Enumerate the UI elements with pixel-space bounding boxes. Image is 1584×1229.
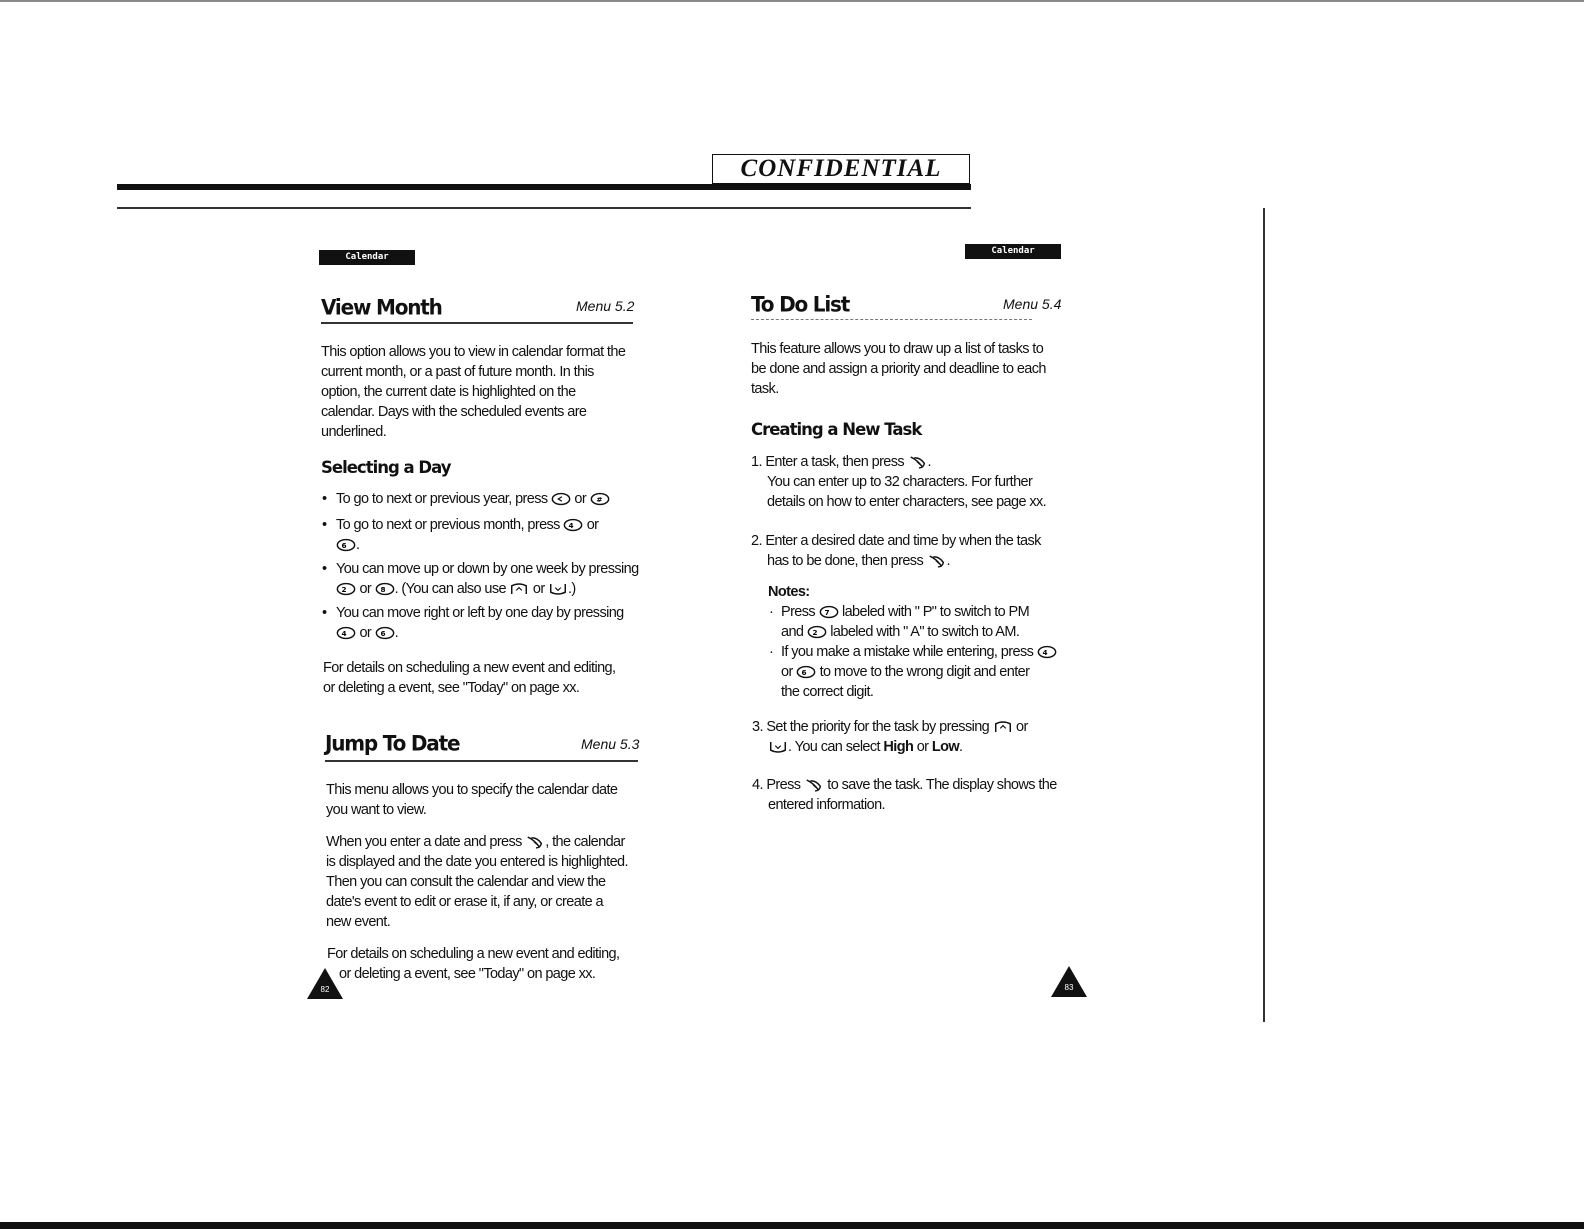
right-section-tab: Calendar — [965, 244, 1061, 259]
header-thin-rule — [117, 207, 971, 209]
text-line: current month, or a past of future month. In this — [321, 364, 594, 380]
text-line: 3. Set the priority for the task by pressing or — [752, 719, 1028, 735]
text-line: This option allows you to view in calendar format the — [321, 344, 626, 360]
todo-list-menu-ref: Menu 5.4 — [1003, 296, 1062, 312]
left-key-icon — [551, 492, 571, 506]
down-key-icon — [548, 582, 568, 596]
key-4-icon — [1037, 645, 1057, 659]
up-key-icon — [509, 582, 529, 596]
jump-to-date-intro — [326, 780, 656, 820]
jump-to-date-menu-ref: Menu 5.3 — [581, 736, 640, 752]
svg-text:2: 2 — [341, 585, 346, 595]
jump-to-date-title: Jump To Date — [325, 730, 460, 756]
top-edge-rule — [0, 0, 1584, 2]
bullet-icon: · — [769, 604, 774, 620]
key-2-icon — [807, 625, 827, 639]
text-line: entered information. — [768, 797, 885, 813]
bullet-icon: • — [322, 561, 327, 577]
text-line: For details on scheduling a new event and editing, — [327, 946, 620, 962]
key-8-icon — [375, 582, 395, 596]
svg-text:#: # — [595, 495, 602, 505]
page-number-triangle-icon — [1051, 966, 1087, 997]
confidential-stamp: CONFIDENTIAL — [712, 154, 970, 184]
text-line: has to be done, then press . — [767, 553, 950, 569]
selecting-day-heading: Selecting a Day — [321, 458, 451, 477]
text-line: or 6 to move to the wrong digit and enter — [781, 664, 1030, 680]
menu-ok-key-icon — [525, 834, 545, 851]
svg-text:6: 6 — [341, 541, 346, 551]
text-line: underlined. — [321, 424, 387, 440]
right-margin-rule — [1263, 208, 1265, 1022]
list-item: • You can move up or down by one week by pressing 2 or 8 . (You can also use or .) — [322, 561, 639, 597]
left-section-tab: Calendar — [319, 250, 415, 265]
text-line: be done and assign a priority and deadline to each — [751, 361, 1046, 377]
todo-list-title: To Do List — [751, 291, 850, 317]
text-line: This menu allows you to specify the calendar date — [326, 782, 618, 798]
text-line: You can enter up to 32 characters. For further — [767, 474, 1033, 490]
text-line: you want to view. — [326, 802, 427, 818]
text-line: and 2 labeled with " A" to switch to AM. — [781, 624, 1020, 640]
text-line: task. — [751, 381, 779, 397]
svg-text:4: 4 — [568, 521, 574, 531]
key-6-icon — [336, 538, 356, 552]
text-line: 4. Press to save the task. The display shows the — [752, 777, 1057, 793]
text-line: date's event to edit or erase it, if any, or create a — [326, 894, 603, 910]
notes-label: Notes: — [768, 584, 810, 600]
key-4-icon — [563, 518, 583, 532]
text-line: Then you can consult the calendar and view the — [326, 874, 606, 890]
right-key-icon — [590, 492, 610, 506]
text-line: the correct digit. — [781, 684, 874, 700]
bottom-edge-rule — [0, 1222, 1584, 1229]
key-7-icon — [819, 605, 839, 619]
text-line: . You can select High or Low. — [752, 737, 1082, 757]
step-4 — [752, 775, 1082, 815]
key-6-icon — [796, 665, 816, 679]
bullet-icon: • — [322, 517, 327, 533]
page-number: 83 — [1064, 983, 1074, 992]
svg-text:4: 4 — [1042, 648, 1047, 658]
svg-text:6: 6 — [380, 629, 385, 639]
text-line: details on how to enter characters, see page xx. — [767, 494, 1047, 510]
selecting-day-list — [322, 489, 652, 647]
page-number: 82 — [320, 985, 330, 994]
bullet-icon: • — [322, 605, 327, 621]
text-line: is displayed and the date you entered is highlighted. — [326, 854, 628, 870]
text-line: new event. — [326, 914, 391, 930]
jump-to-date-rule — [325, 760, 638, 762]
down-key-icon — [768, 740, 788, 754]
list-item: · If you make a mistake while entering, press 4 — [769, 642, 1089, 662]
list-item: · Press 7 labeled with " P" to switch to PM — [769, 604, 1030, 620]
todo-list-rule — [751, 319, 1032, 320]
todo-list-intro — [751, 339, 1081, 399]
key-6-icon — [375, 626, 395, 640]
step-1 — [751, 452, 1081, 512]
list-item: • To go to next or previous year, press or # — [322, 489, 652, 515]
menu-ok-key-icon — [908, 454, 928, 471]
notes-list — [769, 602, 1089, 702]
text-line: calendar. Days with the scheduled events are — [321, 404, 587, 420]
svg-text:8: 8 — [380, 585, 385, 595]
text-line: or deleting a event, see "Today" on page xx. — [323, 680, 580, 696]
svg-text:4: 4 — [341, 629, 346, 639]
view-month-intro — [321, 342, 651, 442]
list-item: • To go to next or previous month, press 4 or 6 . — [322, 517, 599, 553]
text-line: When you enter a date and press , the calendar — [326, 834, 625, 850]
key-2-icon — [336, 582, 356, 596]
svg-text:7: 7 — [823, 608, 829, 618]
text-line: 1. Enter a task, then press . — [751, 454, 931, 470]
text-line: option, the current date is highlighted on the — [321, 384, 576, 400]
step-2 — [751, 531, 1081, 571]
up-key-icon — [993, 720, 1013, 734]
view-month-rule — [321, 322, 633, 324]
menu-ok-key-icon — [927, 553, 947, 570]
page-number-triangle-icon — [307, 968, 343, 999]
text-line: 2. Enter a desired date and time by when the task — [751, 533, 1041, 549]
menu-ok-key-icon — [804, 777, 824, 794]
text-line: This feature allows you to draw up a list of tasks to — [751, 341, 1044, 357]
text-line: or deleting a event, see "Today" on page xx. — [339, 966, 596, 982]
key-4-icon — [336, 626, 356, 640]
step-3 — [752, 717, 1082, 757]
text-line: For details on scheduling a new event and editing, — [323, 660, 616, 676]
jump-to-date-paragraph — [326, 832, 656, 932]
header-thick-rule — [117, 184, 971, 190]
bullet-icon: • — [322, 491, 327, 507]
svg-text:2: 2 — [812, 628, 817, 638]
view-month-title: View Month — [321, 294, 442, 320]
creating-task-heading: Creating a New Task — [751, 420, 922, 439]
list-item: • You can move right or left by one day by pressing 4 or 6 . — [322, 605, 624, 641]
svg-text:6: 6 — [801, 668, 807, 678]
view-month-details — [323, 658, 653, 698]
jump-to-date-details — [327, 944, 657, 984]
bullet-icon: · — [769, 644, 774, 660]
view-month-menu-ref: Menu 5.2 — [576, 298, 635, 314]
